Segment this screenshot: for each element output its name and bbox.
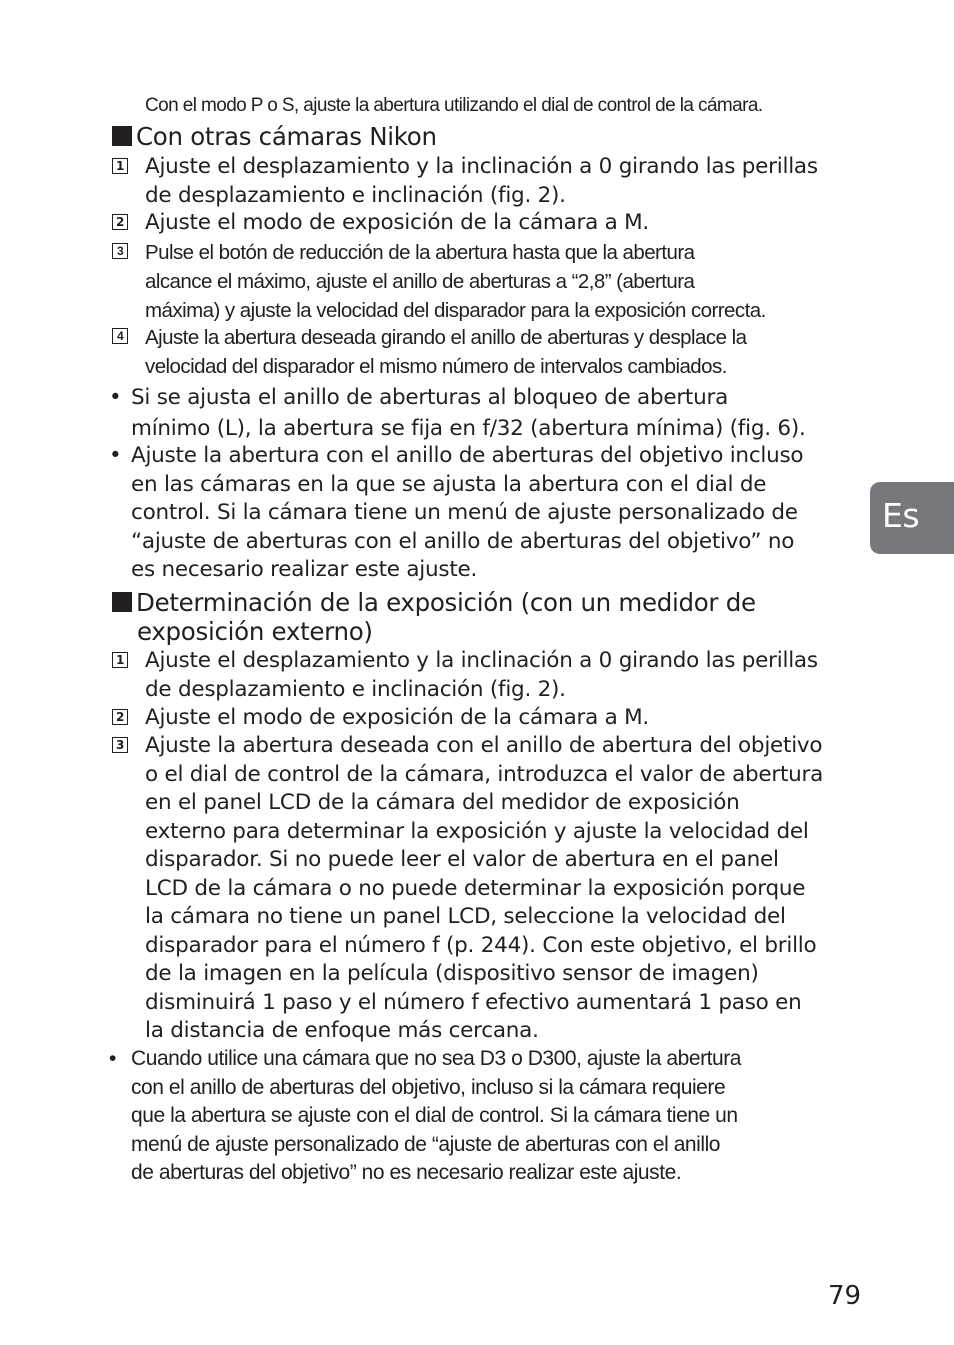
step-line: de desplazamiento e inclinación (fig. 2). xyxy=(145,182,566,208)
step-number-box: 1 xyxy=(112,158,128,174)
step-line: Ajuste el desplazamiento y la inclinación a 0 girando las perillas xyxy=(145,648,818,673)
section-heading-determinacion-exposicion: Determinación de la exposición (con un medidor de exposición externo) xyxy=(112,588,852,646)
step-line: externo para determinar la exposición y ajuste la velocidad del xyxy=(145,818,809,844)
step-line: o el dial de control de la cámara, introduzca el valor de abertura xyxy=(145,761,824,787)
step-4 xyxy=(112,323,862,381)
bullet-line: con el anillo de aberturas del objetivo, incluso si la cámara requiere xyxy=(131,1075,726,1099)
step-number-box: 2 xyxy=(112,709,128,725)
step-line: Ajuste el modo de exposición de la cámara a M. xyxy=(145,210,649,235)
step-number-box: 3 xyxy=(112,737,128,753)
bullet-dot: • xyxy=(109,443,122,468)
step-line: disparador para el número f (p. 244). Con este objetivo, el brillo xyxy=(145,932,817,958)
step-1 xyxy=(112,153,862,210)
step-line: en el panel LCD de la cámara del medidor de exposición xyxy=(145,790,740,815)
step-line: LCD de la cámara o no puede determinar la exposición porque xyxy=(145,875,806,901)
bullet-note xyxy=(109,383,854,444)
bullet-line: es necesario realizar este ajuste. xyxy=(131,557,478,583)
step-2 xyxy=(112,704,862,733)
step-2 xyxy=(112,209,862,238)
step-line: Ajuste la abertura deseada girando el anillo de aberturas y desplace la xyxy=(145,326,747,349)
step-line: Ajuste el desplazamiento y la inclinación a 0 girando las perillas xyxy=(145,154,818,179)
bullet-line: que la abertura se ajuste con el dial de control. Si la cámara tiene un xyxy=(131,1104,738,1127)
step-number-box: 4 xyxy=(112,328,128,344)
step-line: Ajuste el modo de exposición de la cámara a M. xyxy=(145,705,649,730)
step-line: de la imagen en la película (dispositivo sensor de imagen) xyxy=(145,961,759,986)
bullet-line: menú de ajuste personalizado de “ajuste de aberturas con el anillo xyxy=(131,1132,721,1156)
bullet-line: control. Si la cámara tiene un menú de ajuste personalizado de xyxy=(131,500,798,526)
language-tab-label: Es xyxy=(882,496,920,535)
step-3 xyxy=(112,238,862,325)
intro-note: Con el modo P o S, ajuste la abertura utilizando el dial de control de la cámara. xyxy=(145,95,763,116)
step-line: Ajuste la abertura deseada con el anillo de abertura del objetivo xyxy=(145,733,823,758)
section-heading-otras-camaras: Con otras cámaras Nikon xyxy=(112,122,852,151)
bullet-line: mínimo (L), la abertura se fija en f/32 (abertura mínima) (fig. 6). xyxy=(131,415,806,441)
step-line: de desplazamiento e inclinación (fig. 2). xyxy=(145,676,566,702)
square-bullet-icon xyxy=(112,592,132,612)
bullet-line: de aberturas del objetivo” no es necesario realizar este ajuste. xyxy=(131,1161,682,1184)
step-1 xyxy=(112,647,862,704)
bullet-dot: • xyxy=(109,385,122,410)
step-line: disparador. Si no puede leer el valor de abertura en el panel xyxy=(145,847,779,872)
page-number: 79 xyxy=(828,1281,862,1311)
bullet-line: en las cámaras en la que se ajusta la abertura con el dial de xyxy=(131,471,767,497)
bullet-note xyxy=(109,1045,854,1188)
bullet-line: Ajuste la abertura con el anillo de aberturas del objetivo incluso xyxy=(131,443,804,468)
step-line: la distancia de enfoque más cercana. xyxy=(145,1018,539,1043)
step-line: máxima) y ajuste la velocidad del disparador para la exposición correcta. xyxy=(145,299,766,322)
bullet-line: Cuando utilice una cámara que no sea D3 o D300, ajuste la abertura xyxy=(131,1047,742,1070)
square-bullet-icon xyxy=(112,126,132,146)
bullet-note xyxy=(109,442,854,585)
step-number-box: 1 xyxy=(112,652,128,668)
step-3 xyxy=(112,732,862,1046)
step-line: Pulse el botón de reducción de la abertura hasta que la abertura xyxy=(145,241,695,264)
bullet-line: Si se ajusta el anillo de aberturas al bloqueo de abertura xyxy=(131,385,729,410)
step-line: velocidad del disparador el mismo número de intervalos cambiados. xyxy=(145,355,727,378)
language-tab xyxy=(870,482,954,554)
bullet-dot: • xyxy=(109,1047,116,1070)
step-line: disminuirá 1 paso y el número f efectivo aumentará 1 paso en xyxy=(145,989,802,1015)
bullet-line: “ajuste de aberturas con el anillo de aberturas del objetivo” no xyxy=(131,528,795,554)
step-number-box: 3 xyxy=(112,243,128,259)
step-line: alcance el máximo, ajuste el anillo de aberturas a “2,8” (abertura xyxy=(145,270,695,293)
step-number-box: 2 xyxy=(112,214,128,230)
step-line: la cámara no tiene un panel LCD, seleccione la velocidad del xyxy=(145,904,786,929)
